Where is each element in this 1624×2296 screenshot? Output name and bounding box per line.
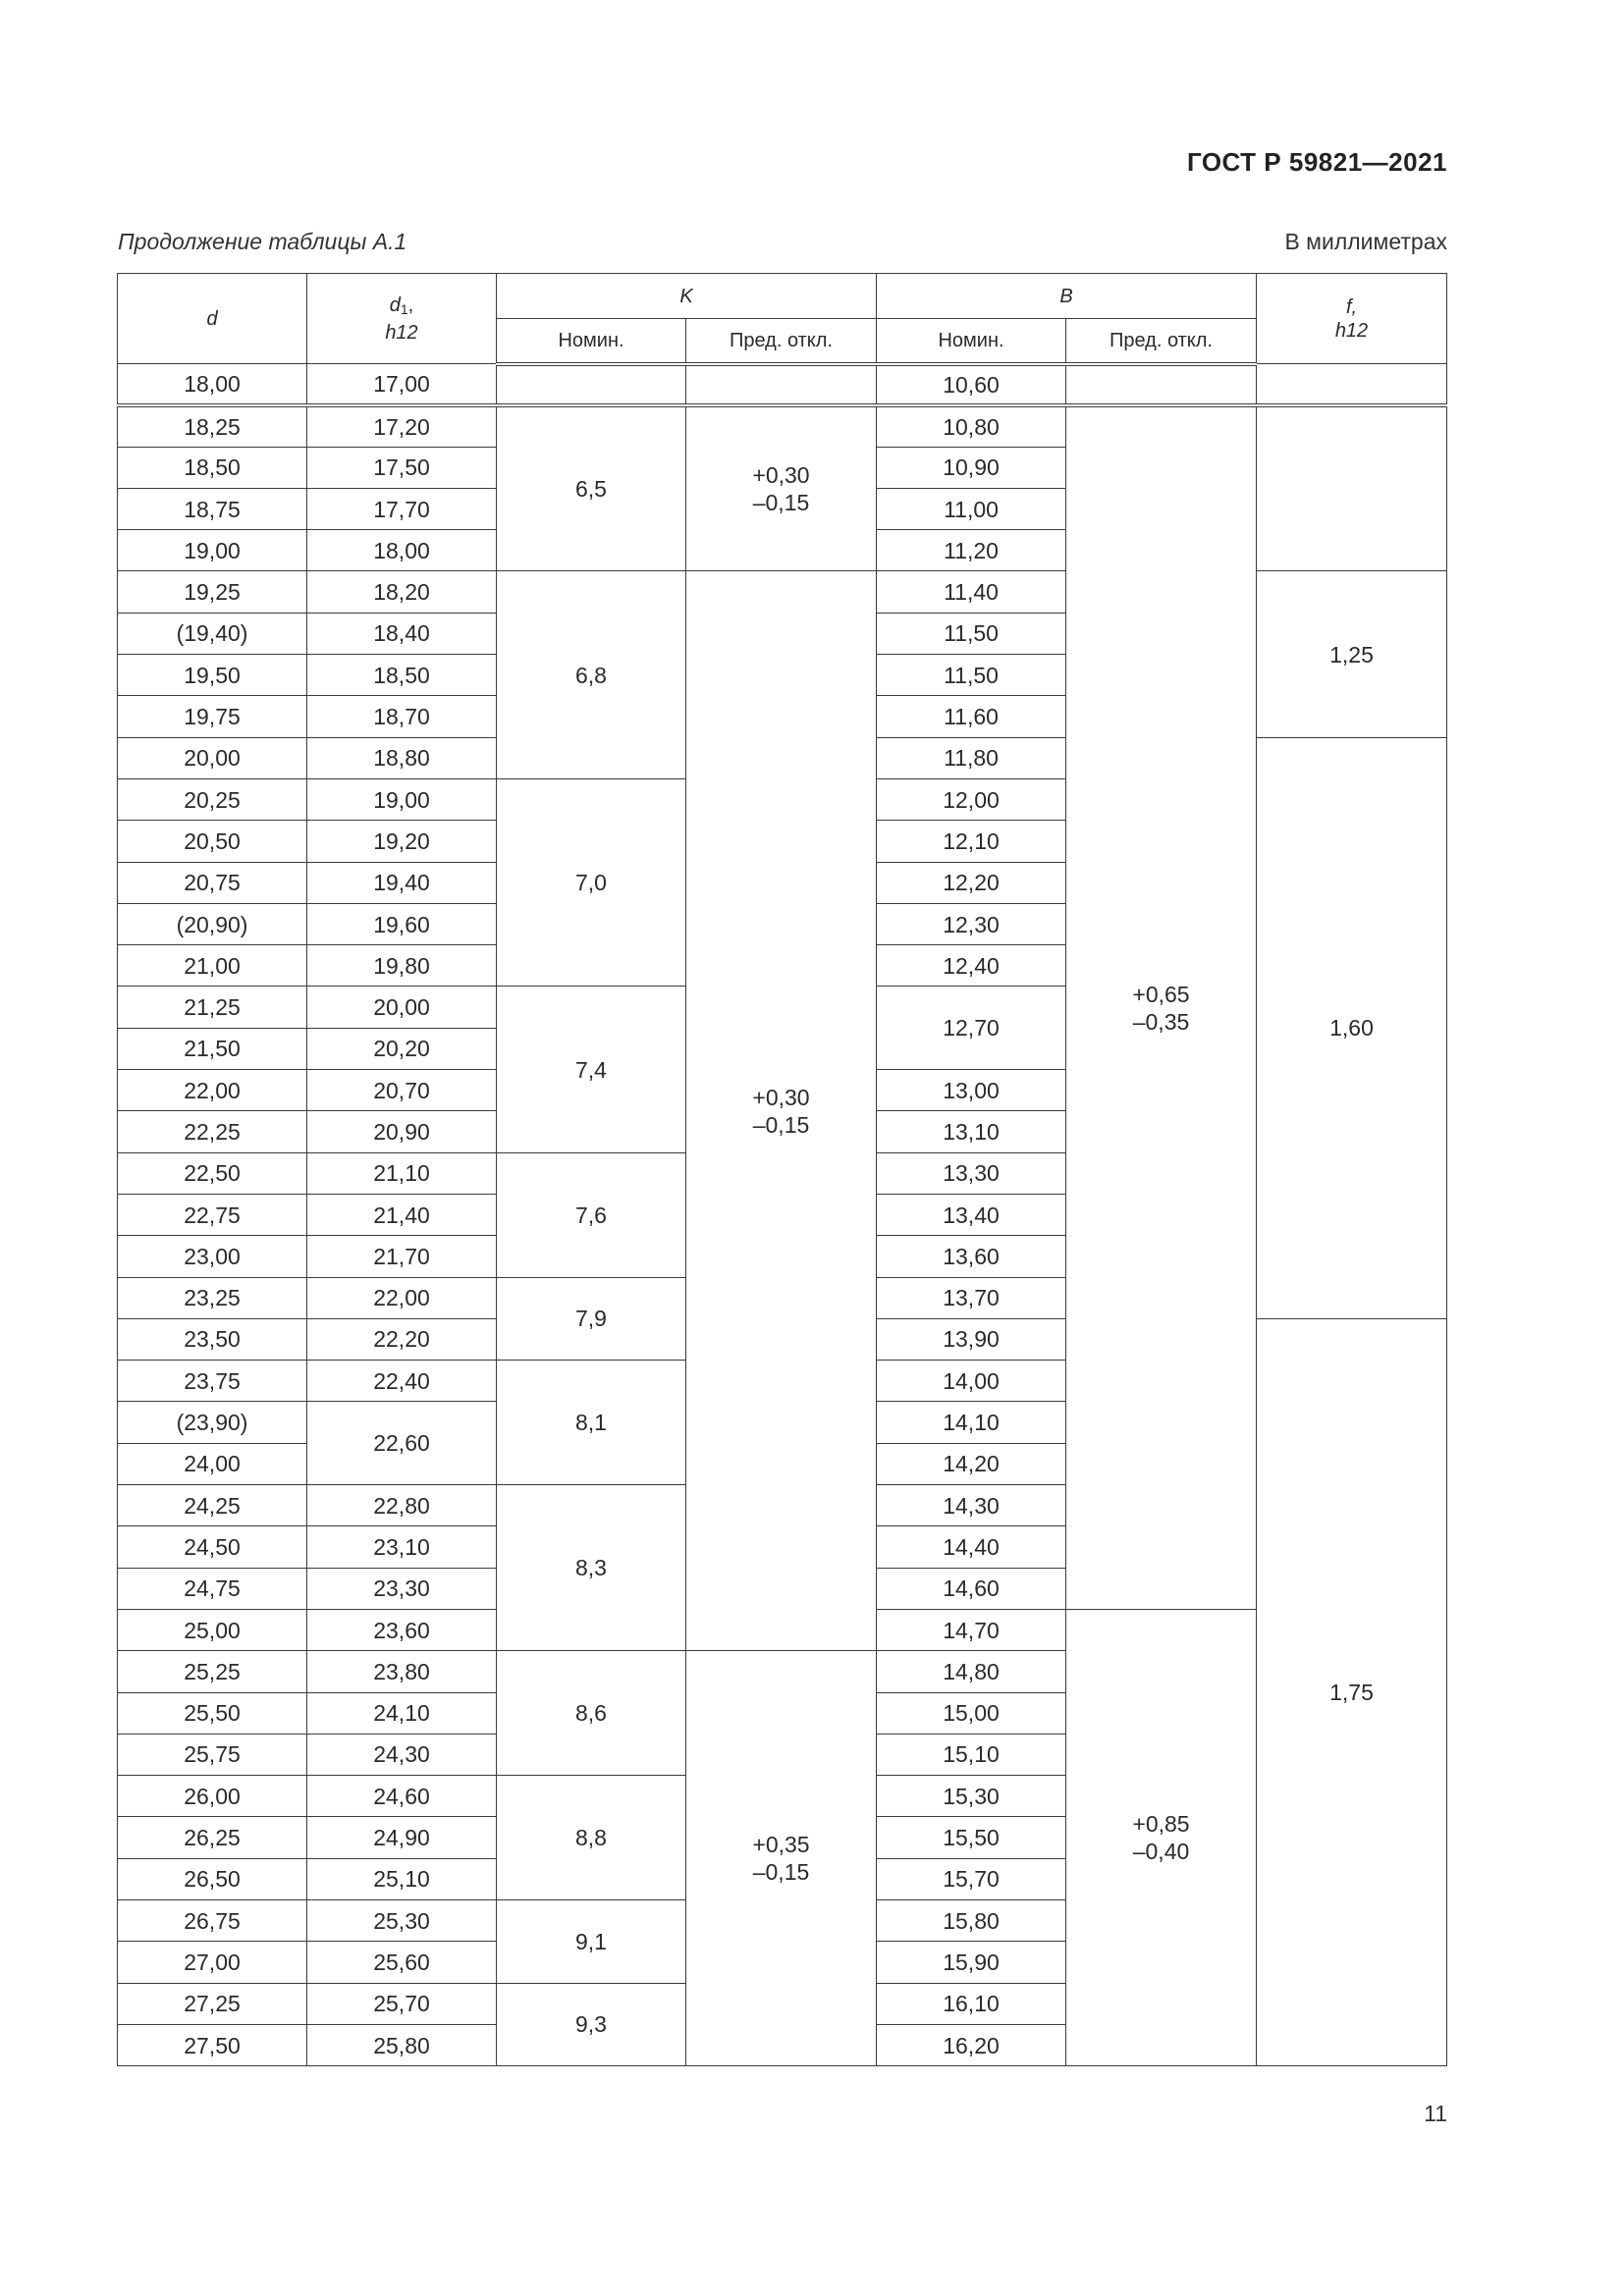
cell-d: 22,50 <box>118 1152 307 1194</box>
cell-d: 24,25 <box>118 1485 307 1526</box>
cell-B-nominal: 13,70 <box>877 1277 1066 1318</box>
B-deviation-lower: –0,35 <box>1132 1008 1190 1035</box>
cell-d: 23,25 <box>118 1277 307 1318</box>
dimensions-table <box>117 273 1447 2066</box>
cell-B-nominal: 12,70 <box>877 987 1066 1070</box>
cell-B-nominal: 11,80 <box>877 737 1066 778</box>
cell-d1: 18,20 <box>307 571 497 613</box>
cell-B-deviation <box>1066 405 1257 1610</box>
cell-B-nominal: 10,90 <box>877 447 1066 488</box>
cell-B-nominal: 13,30 <box>877 1152 1066 1194</box>
cell-B-nominal: 16,10 <box>877 1983 1066 2024</box>
cell-d1: 23,10 <box>307 1526 497 1568</box>
cell-K-nominal: 7,0 <box>497 778 686 986</box>
cell-d1: 25,10 <box>307 1858 497 1899</box>
cell-B-nominal: 12,40 <box>877 945 1066 987</box>
cell-d: 23,75 <box>118 1361 307 1402</box>
cell-B-nominal: 15,00 <box>877 1692 1066 1734</box>
K-deviation-lower: –0,15 <box>752 1111 810 1138</box>
cell-d1: 18,50 <box>307 655 497 696</box>
cell-d1: 21,10 <box>307 1152 497 1194</box>
cell-d1: 25,80 <box>307 2024 497 2065</box>
cell-d1: 22,40 <box>307 1361 497 1402</box>
cell-d1: 25,60 <box>307 1942 497 1983</box>
cell-d: 22,00 <box>118 1070 307 1111</box>
cell-d: 21,00 <box>118 945 307 987</box>
cell-K-nominal: 7,4 <box>497 987 686 1152</box>
cell-d: 20,75 <box>118 862 307 903</box>
cell-d1: 19,60 <box>307 903 497 944</box>
cell-d1: 24,30 <box>307 1734 497 1775</box>
cell-B-nominal: 13,10 <box>877 1111 1066 1152</box>
header-f <box>1257 274 1447 364</box>
header-d1 <box>307 274 497 364</box>
B-deviation-upper: +0,65 <box>1132 981 1190 1007</box>
header-B-nominal: Номин. <box>877 319 1066 364</box>
cell-d1: 18,00 <box>307 530 497 571</box>
cell-d: 19,75 <box>118 696 307 737</box>
cell-d1: 19,80 <box>307 945 497 987</box>
cell-B-nominal: 13,90 <box>877 1318 1066 1360</box>
cell-K-nominal: 6,8 <box>497 571 686 778</box>
cell-K-nominal: 8,1 <box>497 1361 686 1485</box>
header-B-deviation: Пред. откл. <box>1066 319 1257 364</box>
B-deviation-lower: –0,40 <box>1132 1839 1190 1865</box>
cell-f: 1,75 <box>1257 1318 1447 2065</box>
cell-d1: 24,90 <box>307 1817 497 1858</box>
header-K-nominal: Номин. <box>497 319 686 364</box>
cell-B-nominal: 16,20 <box>877 2024 1066 2065</box>
header-K: K <box>497 274 877 319</box>
cell-d1: 18,70 <box>307 696 497 737</box>
cell-d1: 20,70 <box>307 1070 497 1111</box>
cell-d: 18,50 <box>118 447 307 488</box>
cell-B-nominal: 11,20 <box>877 530 1066 571</box>
cell-B-nominal: 13,00 <box>877 1070 1066 1111</box>
cell-d1: 19,00 <box>307 778 497 820</box>
cell-d: 27,50 <box>118 2024 307 2065</box>
cell-B-nominal: 14,30 <box>877 1485 1066 1526</box>
cell-K-nominal: 9,1 <box>497 1899 686 1983</box>
cell-d: 26,50 <box>118 1858 307 1899</box>
cell-B-nominal: 14,20 <box>877 1443 1066 1484</box>
cell-K-deviation <box>686 571 877 1651</box>
cell-d: 21,25 <box>118 987 307 1028</box>
header-d1-tolerance: h12 <box>385 321 418 344</box>
cell-f: 1,25 <box>1257 571 1447 737</box>
cell-f: 1,60 <box>1257 737 1447 1318</box>
cell-B-nominal: 11,40 <box>877 571 1066 613</box>
cell-d1: 17,70 <box>307 488 497 529</box>
cell-d: 26,75 <box>118 1899 307 1941</box>
cell-B-nominal: 12,30 <box>877 903 1066 944</box>
header-d: d <box>118 274 307 364</box>
header-K-deviation: Пред. откл. <box>686 319 877 364</box>
cell-d: 25,00 <box>118 1609 307 1650</box>
cell-K-deviation <box>686 1651 877 2066</box>
cell-d: 23,00 <box>118 1236 307 1277</box>
cell-d1: 24,60 <box>307 1776 497 1817</box>
cell-K-deviation <box>686 364 877 405</box>
cell-d1: 22,20 <box>307 1318 497 1360</box>
cell-B-nominal: 12,20 <box>877 862 1066 903</box>
cell-d: 24,75 <box>118 1568 307 1609</box>
cell-B-nominal: 15,90 <box>877 1942 1066 1983</box>
cell-B-nominal: 14,40 <box>877 1526 1066 1568</box>
cell-d1: 20,90 <box>307 1111 497 1152</box>
cell-d: 26,00 <box>118 1776 307 1817</box>
header-f-tolerance: h12 <box>1334 319 1369 342</box>
cell-d1: 24,10 <box>307 1692 497 1734</box>
header-B: B <box>877 274 1257 319</box>
header-f-symbol: f, <box>1345 295 1358 318</box>
cell-f <box>1257 405 1447 571</box>
cell-d: (23,90) <box>118 1402 307 1443</box>
cell-B-nominal: 12,00 <box>877 778 1066 820</box>
cell-d1: 20,20 <box>307 1028 497 1069</box>
cell-d: (20,90) <box>118 903 307 944</box>
cell-K-deviation <box>686 405 877 571</box>
cell-K-nominal: 9,3 <box>497 1983 686 2066</box>
cell-d: 22,25 <box>118 1111 307 1152</box>
cell-d: 24,00 <box>118 1443 307 1484</box>
cell-d1: 20,00 <box>307 987 497 1028</box>
page-number: 11 <box>1424 2101 1447 2126</box>
cell-B-nominal: 11,50 <box>877 613 1066 654</box>
cell-d1: 25,70 <box>307 1983 497 2024</box>
cell-d1: 22,80 <box>307 1485 497 1526</box>
header-d1-comma: , <box>407 294 414 316</box>
cell-d1: 19,40 <box>307 862 497 903</box>
table-row <box>118 364 1447 405</box>
units-note: В миллиметрах <box>1284 229 1447 254</box>
cell-d: 19,50 <box>118 655 307 696</box>
cell-d: 25,25 <box>118 1651 307 1692</box>
cell-B-nominal: 15,30 <box>877 1776 1066 1817</box>
cell-d1: 25,30 <box>307 1899 497 1941</box>
cell-d1: 23,80 <box>307 1651 497 1692</box>
cell-d1: 18,80 <box>307 737 497 778</box>
cell-B-nominal: 14,10 <box>877 1402 1066 1443</box>
cell-B-nominal: 10,80 <box>877 405 1066 447</box>
cell-B-nominal: 14,00 <box>877 1361 1066 1402</box>
cell-d: 26,25 <box>118 1817 307 1858</box>
cell-d: 20,25 <box>118 778 307 820</box>
cell-d: 25,75 <box>118 1734 307 1775</box>
cell-K-nominal: 7,9 <box>497 1277 686 1361</box>
cell-f <box>1257 364 1447 405</box>
cell-B-deviation <box>1066 1609 1257 2065</box>
cell-d: 19,00 <box>118 530 307 571</box>
cell-d1: 21,40 <box>307 1194 497 1235</box>
cell-B-nominal: 15,50 <box>877 1817 1066 1858</box>
cell-d1: 18,40 <box>307 613 497 654</box>
table-row <box>118 405 1447 447</box>
cell-B-nominal: 11,50 <box>877 655 1066 696</box>
cell-d1: 23,30 <box>307 1568 497 1609</box>
cell-K-nominal: 8,3 <box>497 1485 686 1651</box>
cell-K-nominal: 8,6 <box>497 1651 686 1776</box>
cell-d1: 22,60 <box>307 1402 497 1485</box>
cell-d1: 23,60 <box>307 1609 497 1650</box>
cell-d: 22,75 <box>118 1194 307 1235</box>
cell-d: 18,75 <box>118 488 307 529</box>
cell-d: 18,00 <box>118 364 307 405</box>
cell-K-nominal <box>497 364 686 405</box>
cell-d: 24,50 <box>118 1526 307 1568</box>
cell-B-nominal: 11,00 <box>877 488 1066 529</box>
cell-B-nominal: 10,60 <box>877 364 1066 405</box>
cell-B-nominal: 15,80 <box>877 1899 1066 1941</box>
cell-B-nominal: 11,60 <box>877 696 1066 737</box>
standard-designation: ГОСТ Р 59821—2021 <box>1186 147 1447 177</box>
cell-d: 20,00 <box>118 737 307 778</box>
cell-B-deviation <box>1066 364 1257 405</box>
cell-d: 21,50 <box>118 1028 307 1069</box>
cell-d1: 21,70 <box>307 1236 497 1277</box>
cell-d: 19,25 <box>118 571 307 613</box>
cell-d1: 17,00 <box>307 364 497 405</box>
cell-d: (19,40) <box>118 613 307 654</box>
cell-K-nominal: 6,5 <box>497 405 686 571</box>
K-deviation-lower: –0,15 <box>752 490 810 516</box>
K-deviation-upper: +0,35 <box>752 1832 810 1858</box>
cell-B-nominal: 13,60 <box>877 1236 1066 1277</box>
cell-d: 25,50 <box>118 1692 307 1734</box>
cell-K-nominal: 8,8 <box>497 1776 686 1900</box>
cell-B-nominal: 15,10 <box>877 1734 1066 1775</box>
cell-B-nominal: 15,70 <box>877 1858 1066 1899</box>
cell-B-nominal: 13,40 <box>877 1194 1066 1235</box>
cell-d1: 22,00 <box>307 1277 497 1318</box>
B-deviation-upper: +0,85 <box>1132 1811 1190 1838</box>
cell-d: 18,25 <box>118 405 307 447</box>
K-deviation-upper: +0,30 <box>752 462 810 489</box>
table-caption: Продолжение таблицы А.1 <box>118 229 407 254</box>
cell-d: 20,50 <box>118 821 307 862</box>
cell-K-nominal: 7,6 <box>497 1152 686 1277</box>
cell-d: 27,00 <box>118 1942 307 1983</box>
K-deviation-upper: +0,30 <box>752 1084 810 1110</box>
cell-d: 27,25 <box>118 1983 307 2024</box>
cell-d1: 17,50 <box>307 447 497 488</box>
cell-B-nominal: 12,10 <box>877 821 1066 862</box>
header-d1-subscript: 1 <box>400 300 408 317</box>
cell-d1: 17,20 <box>307 405 497 447</box>
cell-B-nominal: 14,60 <box>877 1568 1066 1609</box>
cell-B-nominal: 14,80 <box>877 1651 1066 1692</box>
K-deviation-lower: –0,15 <box>752 1859 810 1886</box>
cell-d: 23,50 <box>118 1318 307 1360</box>
header-d1-symbol: d <box>389 294 401 316</box>
cell-B-nominal: 14,70 <box>877 1609 1066 1650</box>
cell-d1: 19,20 <box>307 821 497 862</box>
